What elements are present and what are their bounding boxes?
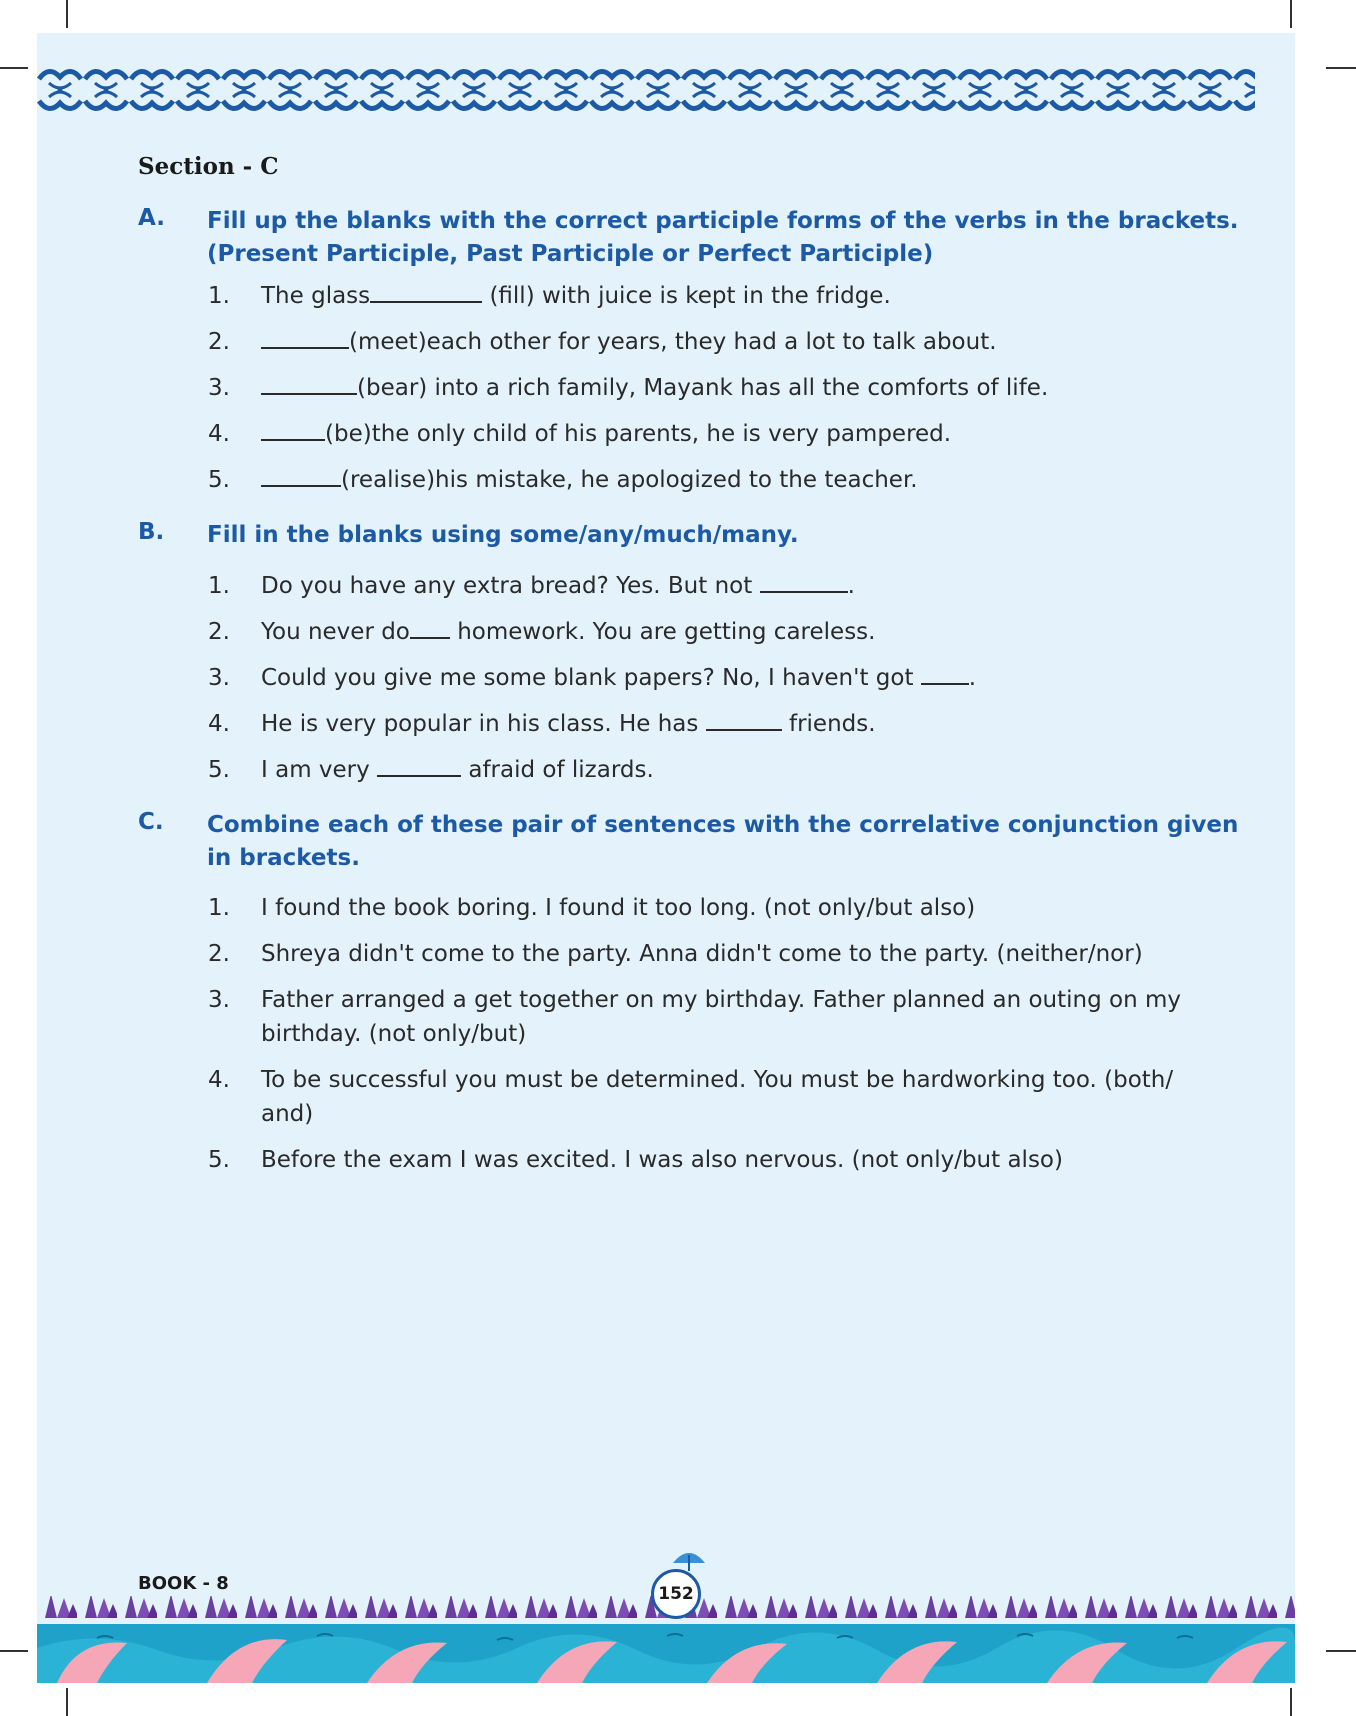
- list-item: [208, 615, 1228, 649]
- list-item: [208, 569, 1228, 603]
- item-text: Could you give me some blank papers? No, I haven't got: [261, 665, 921, 691]
- list-item: [208, 707, 1228, 741]
- worksheet-page: [37, 33, 1295, 1683]
- item-text: The glass: [261, 283, 371, 309]
- item-number: 3.: [208, 375, 230, 401]
- item-text: .: [968, 665, 977, 691]
- question-letter: C.: [138, 809, 164, 835]
- item-text: (meet)each other for years, they had a lot to talk about.: [349, 329, 997, 355]
- item-text: Father arranged a get together on my birthday. Father planned an outing on my birthday. (not only/but): [261, 987, 1181, 1047]
- list-item: [208, 661, 1228, 695]
- item-text: I found the book boring. I found it too long. (not only/but also): [261, 895, 976, 921]
- list-item: [208, 937, 1228, 971]
- list-item: [208, 983, 1228, 1051]
- item-text: To be successful you must be determined. You must be hardworking too. (both/ and): [261, 1067, 1174, 1127]
- question-b-heading: [138, 519, 1248, 552]
- question-a-heading: [138, 205, 1248, 271]
- crop-mark: [1326, 67, 1356, 69]
- item-number: 5.: [208, 1147, 230, 1173]
- crop-mark: [1290, 0, 1292, 28]
- item-number: 4.: [208, 421, 230, 447]
- list-item: [208, 371, 1228, 405]
- item-text: (bear) into a rich family, Mayank has all the comforts of life.: [357, 375, 1049, 401]
- question-instruction: Combine each of these pair of sentences with the correlative conjunction given in brackets.: [207, 812, 1239, 871]
- question-c-heading: [138, 809, 1248, 875]
- item-number: 2.: [208, 941, 230, 967]
- answer-blank[interactable]: [261, 371, 357, 395]
- item-number: 4.: [208, 711, 230, 737]
- item-text: friends.: [781, 711, 876, 737]
- item-text: Shreya didn't come to the party. Anna didn't come to the party. (neither/nor): [261, 941, 1143, 967]
- answer-blank[interactable]: [261, 463, 341, 487]
- crop-mark: [1326, 1650, 1356, 1652]
- answer-blank[interactable]: [760, 569, 848, 593]
- list-item: [208, 891, 1228, 925]
- question-letter: B.: [138, 519, 165, 545]
- item-text: He is very popular in his class. He has: [261, 711, 706, 737]
- answer-blank[interactable]: [261, 325, 349, 349]
- answer-blank[interactable]: [706, 707, 782, 731]
- list-item: [208, 463, 1228, 497]
- list-item: [208, 1063, 1228, 1131]
- answer-blank[interactable]: [261, 417, 325, 441]
- page-number: 152: [651, 1569, 701, 1619]
- item-text: afraid of lizards.: [461, 757, 654, 783]
- book-label: BOOK - 8: [138, 1573, 229, 1594]
- item-number: 5.: [208, 757, 230, 783]
- item-text: I am very: [261, 757, 378, 783]
- answer-blank[interactable]: [377, 753, 461, 777]
- item-number: 2.: [208, 619, 230, 645]
- item-number: 4.: [208, 1067, 230, 1093]
- question-instruction: Fill up the blanks with the correct participle forms of the verbs in the brackets. (Present Participle, Past Participle or Perfect Participle): [207, 208, 1239, 267]
- item-number: 1.: [208, 283, 230, 309]
- crop-mark: [1290, 1688, 1292, 1716]
- list-item: [208, 753, 1228, 787]
- item-text: (realise)his mistake, he apologized to the teacher.: [341, 467, 918, 493]
- item-text: (fill) with juice is kept in the fridge.: [482, 283, 891, 309]
- item-number: 1.: [208, 895, 230, 921]
- list-item: [208, 325, 1228, 359]
- list-item: [208, 417, 1228, 451]
- question-letter: A.: [138, 205, 165, 231]
- answer-blank[interactable]: [410, 615, 450, 639]
- item-number: 2.: [208, 329, 230, 355]
- decorative-border: [37, 61, 1255, 119]
- question-instruction: Fill in the blanks using some/any/much/many.: [207, 522, 799, 548]
- item-text: You never do: [261, 619, 410, 645]
- answer-blank[interactable]: [921, 661, 969, 685]
- section-title: Section - C: [138, 153, 279, 180]
- item-number: 5.: [208, 467, 230, 493]
- list-item: [208, 1143, 1228, 1177]
- item-number: 1.: [208, 573, 230, 599]
- item-number: 3.: [208, 665, 230, 691]
- crop-mark: [66, 1688, 68, 1716]
- crop-mark: [66, 0, 68, 28]
- item-text: Before the exam I was excited. I was also nervous. (not only/but also): [261, 1147, 1063, 1173]
- item-number: 3.: [208, 987, 230, 1013]
- item-text: Do you have any extra bread? Yes. But not: [261, 573, 760, 599]
- item-text: .: [847, 573, 855, 599]
- crop-mark: [0, 1650, 28, 1652]
- list-item: [208, 279, 1228, 313]
- item-text: (be)the only child of his parents, he is very pampered.: [325, 421, 952, 447]
- crop-mark: [0, 67, 28, 69]
- umbrella-icon: [669, 1547, 709, 1573]
- item-text: homework. You are getting careless.: [449, 619, 876, 645]
- answer-blank[interactable]: [370, 279, 482, 303]
